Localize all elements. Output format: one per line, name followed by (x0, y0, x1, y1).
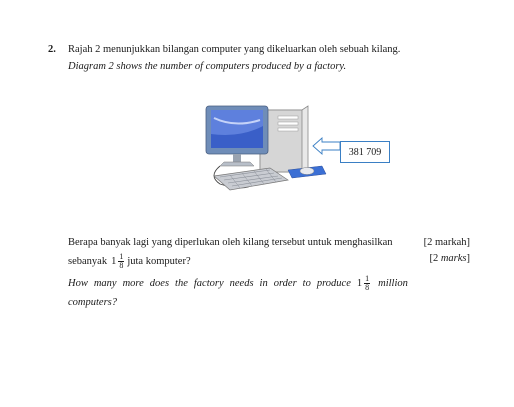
ask-en-word: order (273, 278, 297, 289)
mixed-whole: 1 (111, 256, 117, 267)
ask-malay-after: juta komputer? (127, 256, 191, 267)
marks-word: marks (440, 253, 467, 264)
fraction-denominator: 8 (365, 283, 370, 292)
ask-en-word: produce (316, 278, 351, 289)
mixed-number-malay (108, 253, 126, 270)
ask-malay-before: sebanyak (68, 256, 108, 267)
ask-en-word: does (149, 278, 170, 289)
question-stem-english: Diagram 2 shows the number of computers produced by a factory. (68, 61, 347, 72)
ask-en-word: needs (229, 278, 254, 289)
question-stem-malay: Rajah 2 menunjukkan bilangan computer yang dikeluarkan oleh sebuah kilang. (68, 44, 401, 55)
computer-count-label: 381 709 (340, 141, 390, 163)
ask-en-word: in (259, 278, 268, 289)
marks-close: ] (466, 253, 470, 264)
question-ask-english-line2: computers? (68, 297, 117, 308)
marks-open: [2 (429, 253, 441, 264)
ask-en-word: to (302, 278, 311, 289)
ask-en-word: more (122, 278, 144, 289)
fraction-denominator: 8 (119, 261, 124, 270)
ask-en-word: factory (193, 278, 224, 289)
question-number: 2. (48, 44, 56, 55)
fraction (364, 275, 370, 292)
question-ask-english-line1 (68, 275, 408, 292)
question-ask-malay-line2 (68, 253, 191, 270)
question-ask-malay-line1: Berapa banyak lagi yang diperlukan oleh kilang tersebut untuk menghasilkan (68, 237, 393, 248)
ask-en-word: the (175, 278, 188, 289)
mixed-number-english (357, 275, 372, 292)
fraction-numerator: 1 (365, 274, 370, 283)
marks-malay: [2 markah] (423, 237, 470, 248)
ask-en-word: How (68, 278, 88, 289)
ask-en-after: million (378, 278, 408, 289)
fraction-numerator: 1 (119, 252, 124, 261)
mixed-whole: 1 (356, 278, 363, 289)
marks-english (429, 253, 470, 264)
fraction (118, 253, 124, 270)
ask-en-word: many (93, 278, 117, 289)
